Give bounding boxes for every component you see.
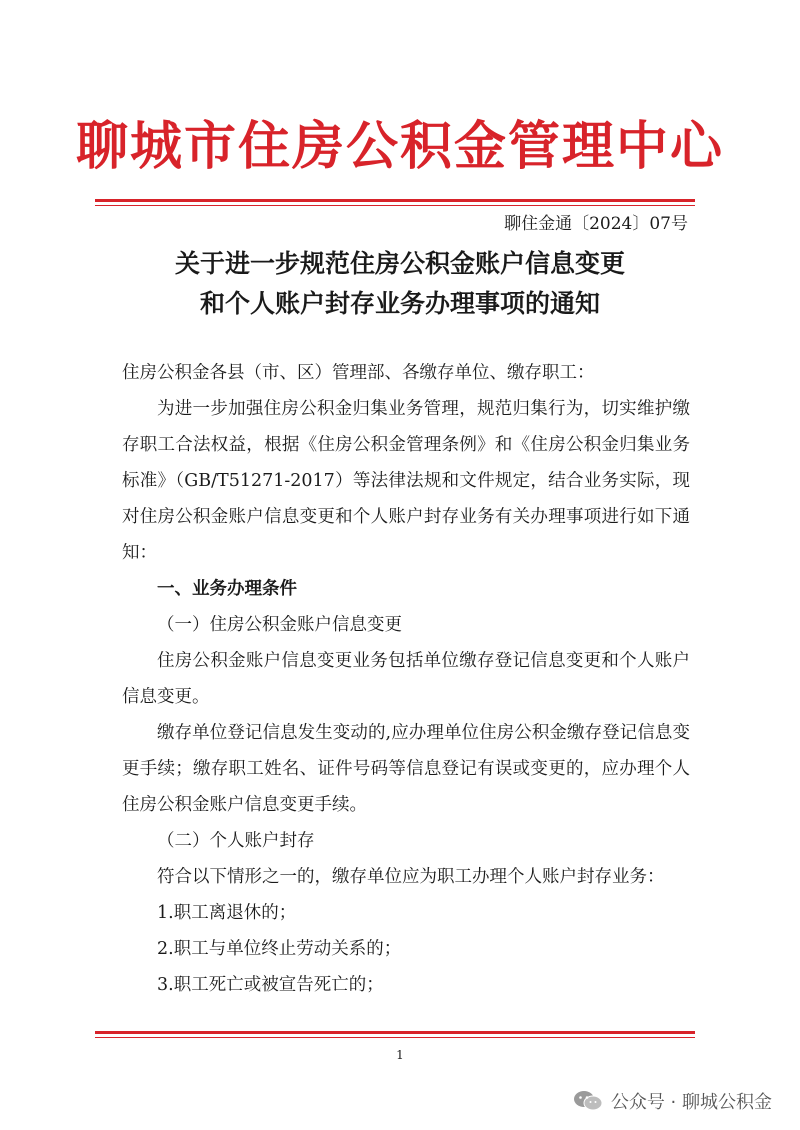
header-divider-thick — [95, 199, 695, 202]
subsection-heading: （二）个人账户封存 — [157, 831, 315, 851]
org-header-title: 聊城市住房公积金管理中心 — [75, 117, 724, 177]
watermark-text: 公众号 · 聊城公积金 — [610, 1092, 772, 1113]
list-item: 2.职工与单位终止劳动关系的； — [157, 939, 402, 959]
body-paragraph: 住房公积金账户信息变更业务包括单位缴存登记信息变更和个人账户信息变更。 — [122, 651, 690, 707]
page-number: 1 — [396, 1048, 404, 1062]
intro-paragraph: 为进一步加强住房公积金归集业务管理，规范归集行为，切实维护缴存职工合法权益，根据《住房公积金管理条例》和《住房公积金归集业务标准》（GB/T51271-2017）等法律法规和文件规定，结合业务实际，现对住房公积金账户信息变更和个人账户封存业务有关办理事项进行如下通知： — [122, 399, 690, 563]
footer-divider-thick — [95, 1031, 695, 1034]
notice-title — [0, 244, 800, 324]
salutation: 住房公积金各县（市、区）管理部、各缴存单位、缴存职工： — [122, 363, 595, 383]
document-body — [122, 355, 690, 1003]
document-number: 聊住金通〔2024〕07号 — [504, 214, 688, 234]
wechat-watermark — [573, 1088, 772, 1114]
body-paragraph: 缴存单位登记信息发生变动的,应办理单位住房公积金缴存登记信息变更手续；缴存职工姓名、证件号码等信息登记有误或变更的，应办理个人住房公积金账户信息变更手续。 — [122, 723, 690, 815]
notice-title-line1: 关于进一步规范住房公积金账户信息变更 — [174, 249, 625, 278]
wechat-icon — [573, 1090, 603, 1112]
section-heading: 一、业务办理条件 — [157, 579, 297, 599]
list-item: 1.职工离退休的； — [157, 903, 297, 923]
footer-divider-thin — [95, 1037, 695, 1038]
header-divider-thin — [95, 205, 695, 206]
body-paragraph: 符合以下情形之一的，缴存单位应为职工办理个人账户封存业务： — [157, 867, 665, 887]
subsection-heading: （一）住房公积金账户信息变更 — [157, 615, 402, 635]
notice-title-line2: 和个人账户封存业务办理事项的通知 — [199, 289, 600, 318]
list-item: 3.职工死亡或被宣告死亡的； — [157, 975, 384, 995]
